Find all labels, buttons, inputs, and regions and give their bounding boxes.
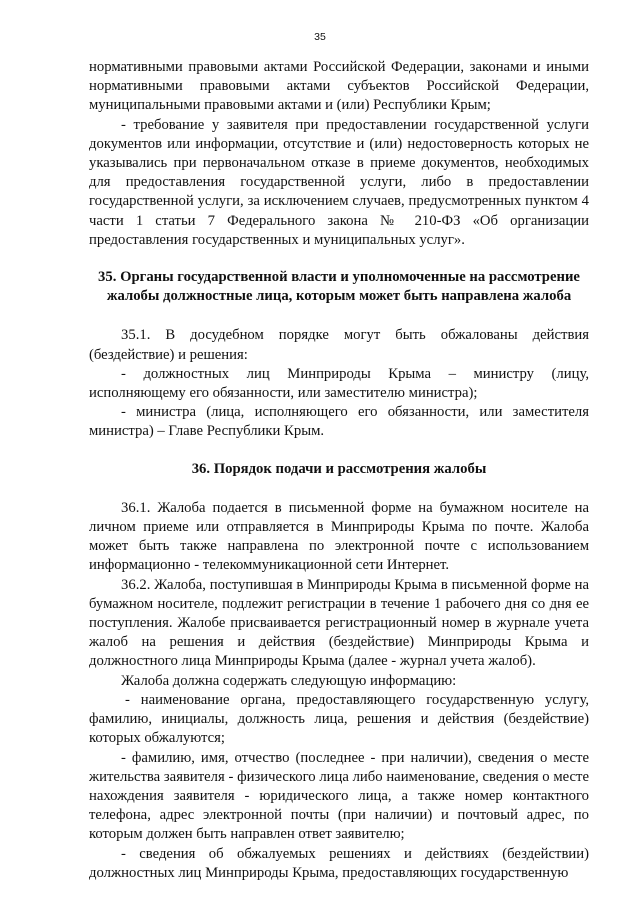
paragraph-complaint-contents: Жалоба должна содержать следующую информацию: [121,672,457,689]
paragraph-36-2: 36.2. Жалоба, поступившая в Минприроды Крыма в письменной форме на бумажном носителе, подлежит регистрации в течение 1 рабочего дня со дня ее поступления. Жалобе присваивается регистрационный номер в журнале учета жалоб на решения и действия (бездействие) Минприроды Крыма и должностного лица Минприроды Крыма (далее - журнал учета жалоб). [89,576,589,670]
spacer [89,479,589,499]
spacer [89,442,589,460]
paragraph-item-organ-name: - наименование органа, предоставляющего государственную услугу, фамилию, инициалы, должность лица, решения и действия (бездействие) которых обжалуются; [89,691,589,747]
paragraph-35-1-item-officials: - должностных лиц Минприроды Крыма – министру (лицу, исполняющему его обязанности, или заместителю министра); [89,365,589,402]
paragraph-item-applicant-details: - фамилию, имя, отчество (последнее - при наличии), сведения о месте жительства заявителя - физического лица либо наименование, сведения о месте нахождения заявителя - юридического лица, а также номер контактного телефона, адрес электронной почты (при наличии) и почтовый адрес, по которым должен быть направлен ответ заявителю; [89,749,589,843]
paragraph-requirement-item: - требование у заявителя при предоставлении государственной услуги документов или информации, отсутствие и (или) недостоверность которых не указывались при первоначальном отказе в приеме документов, необходимых для предоставления государственной услуги, либо в предоставлении государственной услуги, за исключением случаев, предусмотренных пунктом 4 части 1 статьи 7 Федерального закона № 210-ФЗ «Об организации предоставления государственных и муниципальных услуг». [89,116,589,248]
section-heading-35: 35. Органы государственной власти и уполномоченные на рассмотрение жалобы должностные лица, которым может быть направлена жалоба [98,269,580,305]
paragraph-35-1: 35.1. В досудебном порядке могут быть обжалованы действия (бездействие) и решения: [89,327,589,363]
paragraph-item-appealed-decisions: - сведения об обжалуемых решениях и действиях (бездействии) должностных лиц Минприроды Крыма, предоставляющих государственную [89,845,589,881]
document-body [89,58,589,883]
spacer [89,250,589,268]
section-heading-36: 36. Порядок подачи и рассмотрения жалобы [191,460,487,477]
page-number: 35 [314,31,326,43]
paragraph-36-1: 36.1. Жалоба подается в письменной форме на бумажном носителе на личном приеме или отправляется в Минприроды Крыма по почте. Жалоба может быть также направлена по электронной почте с использованием информационно - телекоммуникационной сети Интернет. [89,499,589,574]
spacer [89,306,589,326]
paragraph-35-1-item-minister: - министра (лица, исполняющего его обязанности, или заместителя министра) – Главе Республики Крым. [89,404,589,440]
paragraph-continuation: нормативными правовыми актами Российской Федерации, законами и иными нормативными правовыми актами субъектов Российской Федерации, муниципальными правовыми актами и (или) Республики Крым; [89,59,589,114]
